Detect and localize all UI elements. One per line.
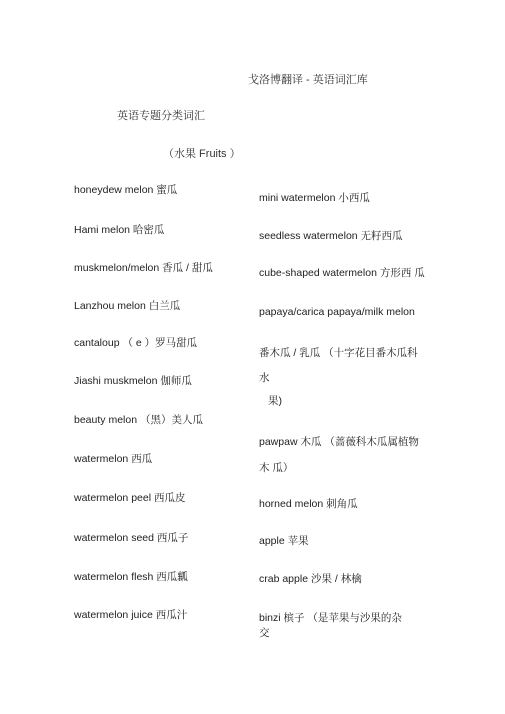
vocab-entry: 番木瓜 / 乳瓜 （十字花目番木瓜科: [259, 347, 418, 359]
vocab-entry: watermelon 西瓜: [74, 453, 153, 465]
vocab-entry: seedless watermelon 无籽西瓜: [259, 230, 403, 242]
vocab-entry: watermelon flesh 西瓜瓤: [74, 571, 188, 583]
vocab-entry: cube-shaped watermelon 方形西 瓜: [259, 267, 425, 279]
section-heading: （水果 Fruits ）: [163, 148, 241, 160]
vocab-entry: watermelon peel 西瓜皮: [74, 492, 186, 504]
page-header: 戈洛博翻译 - 英语词汇库: [248, 74, 368, 86]
vocab-entry: 水: [259, 372, 270, 384]
vocab-entry: Lanzhou melon 白兰瓜: [74, 300, 181, 312]
vocab-entry: beauty melon （黑）美人瓜: [74, 414, 203, 426]
vocab-entry: pawpaw 木瓜 （蔷薇科木瓜属植物: [259, 436, 419, 448]
vocab-entry: 交: [259, 627, 270, 639]
vocab-entry: cantaloup （ e ）罗马甜瓜: [74, 337, 198, 349]
vocab-entry: Jiashi muskmelon 伽师瓜: [74, 375, 192, 387]
vocab-entry: apple 苹果: [259, 535, 309, 547]
vocab-entry: binzi 槟子 （是苹果与沙果的杂: [259, 612, 402, 624]
vocab-entry: horned melon 刺角瓜: [259, 498, 358, 510]
vocab-entry: 果): [268, 395, 282, 407]
vocab-entry: honeydew melon 蜜瓜: [74, 184, 178, 196]
vocab-entry: 木 瓜）: [259, 462, 294, 474]
vocab-entry: watermelon seed 西瓜子: [74, 532, 189, 544]
vocab-entry: mini watermelon 小西瓜: [259, 192, 370, 204]
vocab-entry: crab apple 沙果 / 林檎: [259, 573, 362, 585]
vocab-entry: Hami melon 哈密瓜: [74, 224, 165, 236]
vocab-entry: muskmelon/melon 香瓜 / 甜瓜: [74, 262, 213, 274]
vocab-entry: watermelon juice 西瓜汁: [74, 609, 188, 621]
vocab-entry: papaya/carica papaya/milk melon: [259, 306, 415, 318]
document-subtitle: 英语专题分类词汇: [117, 110, 205, 122]
